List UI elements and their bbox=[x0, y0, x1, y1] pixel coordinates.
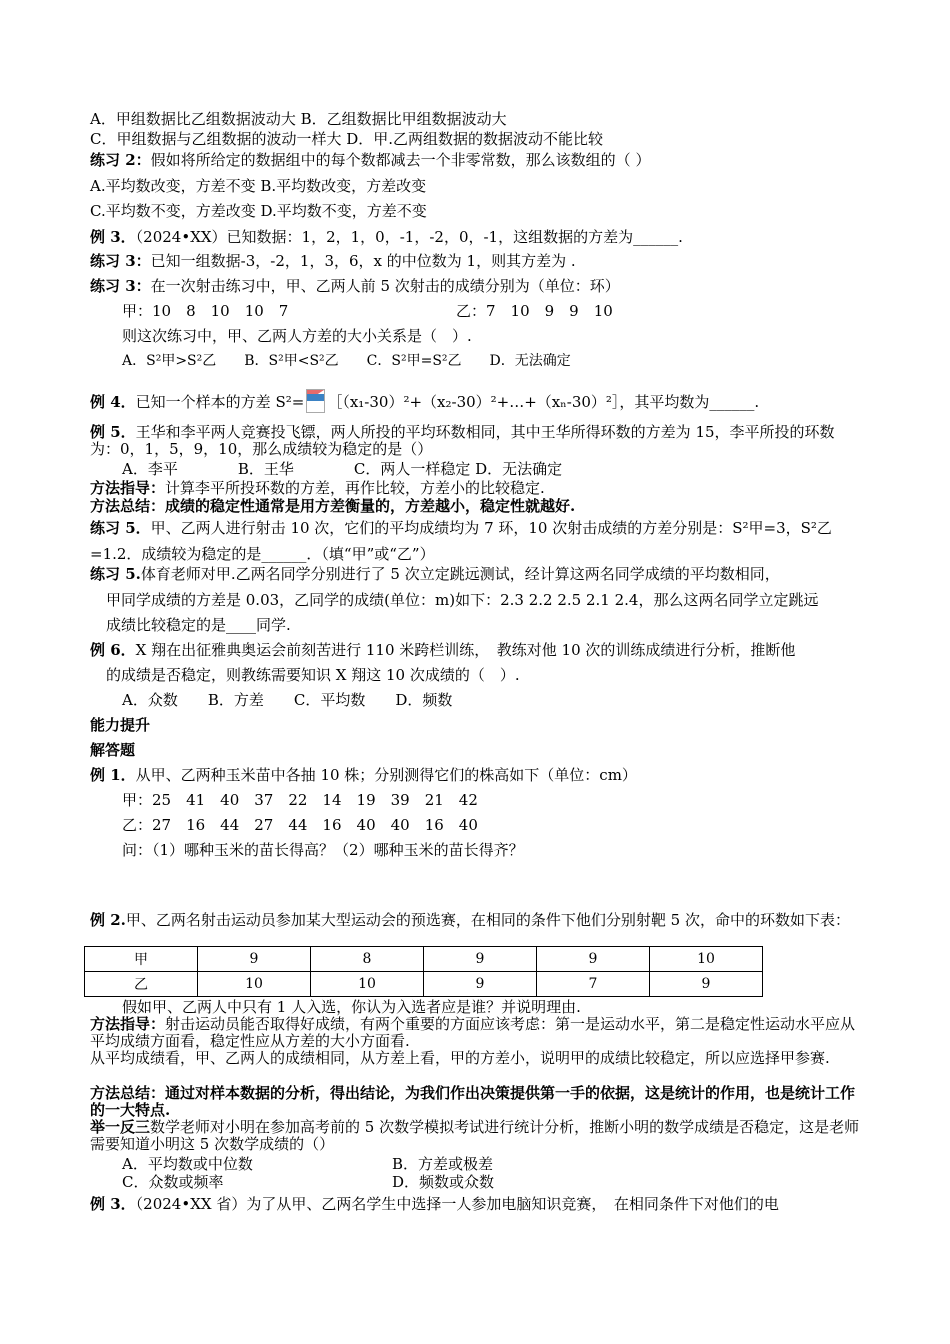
method-guide-2 bbox=[90, 1016, 862, 1050]
practice-2-options-ab: A.平均数改变，方差不变 B.平均数改变，方差改变 bbox=[90, 177, 427, 195]
practice-3a-label: 练习 3： bbox=[90, 252, 151, 270]
practice-3a bbox=[90, 252, 576, 270]
practice-5a-text: 甲、乙两人进行射击 10 次，它们的平均成绩均为 7 环，10 次射击成绩的方差分别是：S²甲=3，S²乙=1.2．成绩较为稳定的是______．（填“甲”或“乙”） bbox=[90, 519, 832, 563]
practice-5b-text-3: 成绩比较稳定的是____同学. bbox=[106, 616, 291, 634]
practice-3b-label: 练习 3： bbox=[90, 277, 151, 295]
example-5-label: 例 5． bbox=[90, 423, 136, 441]
example-5 bbox=[90, 424, 862, 458]
practice-2-options-cd: C.平均数不变，方差改变 D.平均数不变，方差不变 bbox=[90, 202, 427, 220]
example-6-options: A．众数 B．方差 C．平均数 D．频数 bbox=[122, 691, 453, 709]
follow-up-text: 数学老师对小明在参加高考前的 5 次数学模拟考试进行统计分析，推断小明的数学成绩是否稳定，这是老师需要知道小明这 5 次数学成绩的（） bbox=[90, 1118, 860, 1153]
practice-2-label: 练习 2： bbox=[90, 151, 151, 169]
table-cell: 9 bbox=[650, 972, 763, 997]
example-4-label: 例 4． bbox=[90, 393, 136, 411]
table-cell: 9 bbox=[537, 947, 650, 972]
practice-3b-jia: 甲：10 8 10 10 7 bbox=[122, 302, 289, 320]
exercise-3-label: 例 3． bbox=[90, 1195, 136, 1213]
section-heading-ability: 能力提升 bbox=[90, 716, 151, 734]
practice-5b-text-2: 甲同学成绩的方差是 0.03，乙同学的成绩(单位：m)如下：2.3 2.2 2.5 2.1 2.4，那么这两名同学立定跳远 bbox=[106, 591, 819, 609]
table-cell: 8 bbox=[311, 947, 424, 972]
practice-5a bbox=[90, 515, 862, 567]
example-4-pre: 已知一个样本的方差 S²= bbox=[135, 393, 305, 411]
example-4 bbox=[90, 389, 759, 413]
example-6-text-2: 的成绩是否稳定，则教练需要知识 X 翔这 10 次成绩的（ ）. bbox=[106, 666, 520, 684]
exercise-3 bbox=[90, 1195, 779, 1213]
exercise-2-label: 例 2. bbox=[90, 911, 126, 929]
exercise-1-question: 问：（1）哪种玉米的苗长得高？（2）哪种玉米的苗长得齐？ bbox=[122, 841, 524, 859]
table-cell: 乙 bbox=[85, 972, 198, 997]
scores-table bbox=[84, 946, 763, 997]
example-3 bbox=[90, 228, 683, 246]
section-heading-answers: 解答题 bbox=[90, 741, 136, 759]
example-5-text: 王华和李平两人竞赛投飞镖，两人所投的平均环数相同，其中王华所得环数的方差为 15，李平所投的环数为：0，1，5，9，10，那么成绩较为稳定的是（） bbox=[90, 423, 835, 458]
method-summary-1: 方法总结：成绩的稳定性通常是用方差衡量的，方差越小，稳定性就越好. bbox=[90, 497, 576, 515]
method-guide-1-text: 计算李平所投环数的方差，再作比较，方差小的比较稳定. bbox=[165, 479, 545, 497]
example-6-label: 例 6． bbox=[90, 641, 136, 659]
exercise-1 bbox=[90, 766, 637, 784]
practice-5b-text-1: 体育老师对甲.乙两名同学分别进行了 5 次立定跳远测试，经计算这两名同学成绩的平均数相同， bbox=[140, 565, 780, 583]
practice-3b-text: 在一次射击练习中，甲、乙两人前 5 次射击的成绩分别为（单位：环） bbox=[150, 277, 620, 295]
practice-3b-options: A．S²甲>S²乙 B．S²甲<S²乙 C．S²甲=S²乙 D．无法确定 bbox=[122, 353, 571, 369]
table-cell: 9 bbox=[424, 947, 537, 972]
method-summary-2: 方法总结：通过对样本数据的分析，得出结论，为我们作出决策提供第一手的依据，这是统计的作用，也是统计工作的一大特点. bbox=[90, 1084, 856, 1119]
exercise-2-question: 假如甲、乙两人中只有 1 人入选，你认为入选者应是谁？并说明理由. bbox=[122, 998, 581, 1016]
table-cell: 甲 bbox=[85, 947, 198, 972]
table-row bbox=[85, 947, 763, 972]
practice-2 bbox=[90, 151, 650, 169]
table-cell: 9 bbox=[198, 947, 311, 972]
table-cell: 7 bbox=[537, 972, 650, 997]
method-guide-1 bbox=[90, 479, 545, 497]
formula-image-icon bbox=[306, 389, 325, 413]
practice-3b-question: 则这次练习中，甲、乙两人方差的大小关系是（ ）. bbox=[122, 327, 472, 345]
practice-3b-yi: 乙：7 10 9 9 10 bbox=[456, 302, 613, 320]
method-guide-1-label: 方法指导： bbox=[90, 479, 166, 497]
follow-up-option-b: B．方差或极差 bbox=[392, 1155, 494, 1173]
exercise-2 bbox=[90, 912, 862, 929]
example-3-text: （2024•XX）已知数据：1，2，1，0，-1，-2，0，-1，这组数据的方差为______. bbox=[135, 228, 683, 246]
example-3-label: 例 3． bbox=[90, 228, 136, 246]
table-row bbox=[85, 972, 763, 997]
practice-2-text: 假如将所给定的数据组中的每个数都减去一个非零常数，那么该数组的（ ） bbox=[150, 151, 651, 169]
exercise-1-text: 从甲、乙两种玉米苗中各抽 10 株；分别测得它们的株高如下（单位：cm） bbox=[135, 766, 637, 784]
example-6-text-1: X 翔在出征雅典奥运会前刻苦进行 110 米跨栏训练， 教练对他 10 次的训练成绩进行分析，推断他 bbox=[135, 641, 796, 659]
example-5-options: A．李平 B．王华 C．两人一样稳定 D．无法确定 bbox=[122, 460, 563, 478]
follow-up bbox=[90, 1119, 862, 1153]
table-cell: 10 bbox=[198, 972, 311, 997]
practice-3b bbox=[90, 277, 620, 295]
line-options-ab: A．甲组数据比乙组数据波动大 B．乙组数据比甲组数据波动大 bbox=[90, 110, 507, 128]
practice-5b-label: 练习 5. bbox=[90, 565, 141, 583]
practice-3a-text: 已知一组数据-3，-2，1，3，6，x 的中位数为 1，则其方差为 . bbox=[150, 252, 576, 270]
exercise-1-jia: 甲：25 41 40 37 22 14 19 39 21 42 bbox=[122, 791, 478, 809]
line-options-cd: C．甲组数据与乙组数据的波动一样大 D．甲.乙两组数据的数据波动不能比较 bbox=[90, 130, 604, 148]
follow-up-option-d: D．频数或众数 bbox=[392, 1173, 495, 1191]
practice-5b bbox=[90, 565, 780, 583]
practice-5a-label: 练习 5． bbox=[90, 519, 151, 537]
table-cell: 10 bbox=[650, 947, 763, 972]
exercise-3-text: （2024•XX 省）为了从甲、乙两名学生中选择一人参加电脑知识竞赛， 在相同条件下对他们的电 bbox=[135, 1195, 779, 1213]
method-guide-2-text: 射击运动员能否取得好成绩，有两个重要的方面应该考虑：第一是运动水平，第二是稳定性运动水平应从平均成绩方面看，稳定性应从方差的大小方面看. bbox=[90, 1015, 856, 1050]
follow-up-option-a: A．平均数或中位数 bbox=[122, 1155, 253, 1173]
exercise-2-text: 甲、乙两名射击运动员参加某大型运动会的预选赛，在相同的条件下他们分别射靶 5 次，命中的环数如下表： bbox=[125, 911, 850, 929]
follow-up-option-c: C．众数或频率 bbox=[122, 1173, 224, 1191]
example-6 bbox=[90, 641, 795, 659]
exercise-1-label: 例 1． bbox=[90, 766, 136, 784]
follow-up-label: 举一反三 bbox=[90, 1118, 151, 1136]
table-cell: 9 bbox=[424, 972, 537, 997]
method-guide-2-text-2: 从平均成绩看，甲、乙两人的成绩相同，从方差上看，甲的方差小，说明甲的成绩比较稳定，所以应选择甲参赛. bbox=[90, 1049, 830, 1067]
method-guide-2-label: 方法指导： bbox=[90, 1015, 166, 1033]
exercise-1-yi: 乙：27 16 44 27 44 16 40 40 16 40 bbox=[122, 816, 478, 834]
example-4-post: ［（x₁-30）²+（x₂-30）²+…+（xₙ-30）²］，其平均数为______. bbox=[327, 393, 760, 411]
table-cell: 10 bbox=[311, 972, 424, 997]
